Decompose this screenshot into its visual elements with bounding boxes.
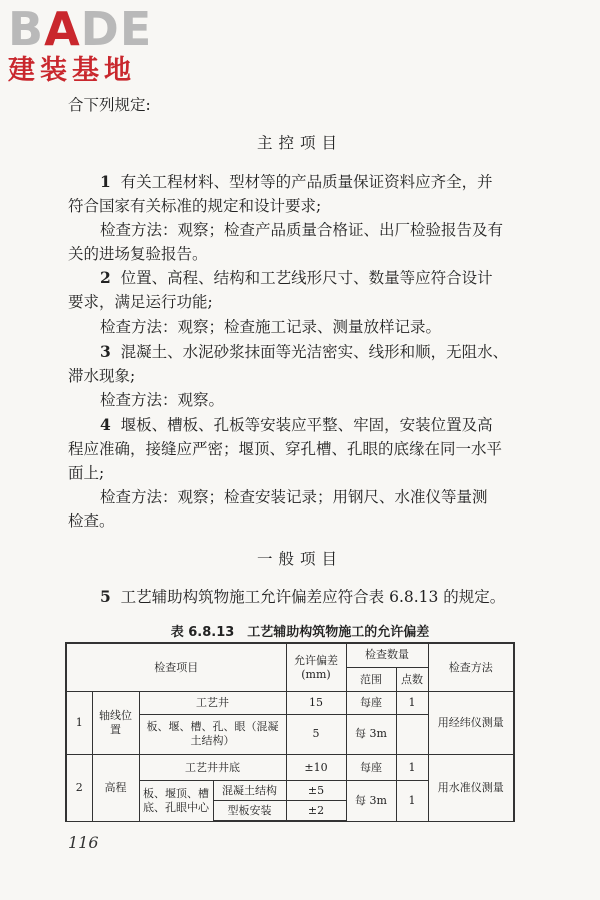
g2-row1-points: 1 xyxy=(396,754,428,781)
g2-row1-range: 每座 xyxy=(346,754,396,781)
intro-text: 合下列规定: xyxy=(68,96,151,114)
g2-row3-label: 型板安装 xyxy=(213,801,286,821)
g2-sub-label: 板、堰顶、槽底、孔眼中心 xyxy=(139,781,213,821)
item-1-method-1: 检查方法：观察；检查产品质量合格证、出厂检验报告及有 xyxy=(100,221,504,239)
item-4-line-3: 面上; xyxy=(68,464,105,482)
item-3-number: 3 xyxy=(100,342,111,361)
item-4-number: 4 xyxy=(100,415,111,434)
item-4-line-2: 程应准确，接缝应严密；堰顶、穿孔槽、孔眼的底缘在同一水平 xyxy=(68,440,503,458)
item-5-line: 5 工艺辅助构筑物施工允许偏差应符合表 6.8.13 的规定。 xyxy=(100,587,506,606)
g1-row1-label: 工艺井 xyxy=(139,692,286,714)
item-2-method-1: 检查方法：观察；检查施工记录、测量放样记录。 xyxy=(100,318,442,336)
item-2-line-1: 2 位置、高程、结构和工艺线形尺寸、数量等应符合设计 xyxy=(100,268,493,287)
header-tolerance: 允许偏差 (mm) xyxy=(286,643,346,692)
g2-row3-tolerance: ±2 xyxy=(286,801,346,821)
item-1-line-2: 符合国家有关标准的规定和设计要求; xyxy=(68,197,322,215)
header-quantity: 检查数量 xyxy=(346,643,428,667)
row-no-2: 2 xyxy=(66,754,92,821)
g1-row1-range: 每座 xyxy=(346,692,396,714)
header-range: 范围 xyxy=(346,667,396,691)
item-3-method-1: 检查方法：观察。 xyxy=(100,391,225,409)
table-caption: 表 6.8.13 工艺辅助构筑物施工的允许偏差 xyxy=(170,625,430,640)
group-1-name: 轴线位置 xyxy=(92,692,139,754)
section-heading-general: 一般项目 xyxy=(256,550,343,568)
header-check-item: 检查项目 xyxy=(66,643,286,692)
item-4-line-1: 4 堰板、槽板、孔板等安装应平整、牢固，安装位置及高 xyxy=(100,415,493,434)
item-4-method-1: 检查方法：观察；检查安装记录；用钢尺、水准仪等量测 xyxy=(100,488,488,506)
tolerance-table xyxy=(65,642,515,822)
g2-method: 用水准仪测量 xyxy=(428,754,514,821)
g1-row2-points xyxy=(396,714,428,754)
header-method: 检查方法 xyxy=(428,643,514,692)
g2-row1-tolerance: ±10 xyxy=(286,754,346,781)
item-3-line-2: 滞水现象; xyxy=(68,367,136,385)
g1-method: 用经纬仪测量 xyxy=(428,692,514,754)
g1-row1-tolerance: 15 xyxy=(286,692,346,714)
section-heading-main: 主控项目 xyxy=(256,134,343,152)
g2-row2-tolerance: ±5 xyxy=(286,781,346,801)
page-number: 116 xyxy=(68,833,99,852)
item-1-method-2: 关的进场复验报告。 xyxy=(68,245,208,263)
g2-row2-label: 混凝土结构 xyxy=(213,781,286,801)
g1-row1-points: 1 xyxy=(396,692,428,714)
row-no-1: 1 xyxy=(66,692,92,754)
item-1-line-1: 1 有关工程材料、型材等的产品质量保证资料应齐全，并 xyxy=(100,172,493,191)
g2-points-shared: 1 xyxy=(396,781,428,821)
g2-range-shared: 每 3m xyxy=(346,781,396,821)
item-1-number: 1 xyxy=(100,172,111,191)
logo-subtitle: 建装基地 xyxy=(8,55,136,86)
g1-row2-label: 板、堰、槽、孔、眼（混凝土结构） xyxy=(139,714,286,754)
header-points: 点数 xyxy=(396,667,428,691)
item-4-method-2: 检查。 xyxy=(68,512,115,530)
item-2-line-2: 要求，满足运行功能; xyxy=(68,293,213,311)
item-3-line-1: 3 混凝土、水泥砂浆抹面等光洁密实、线形和顺，无阻水、 xyxy=(100,342,509,361)
g1-row2-range: 每 3m xyxy=(346,714,396,754)
item-5-number: 5 xyxy=(100,587,111,606)
brand-logo xyxy=(8,2,183,96)
g1-row2-tolerance: 5 xyxy=(286,714,346,754)
g2-row1-label: 工艺井井底 xyxy=(139,754,286,781)
item-2-number: 2 xyxy=(100,268,111,287)
logo-brand: BADE xyxy=(8,2,153,56)
group-2-name: 高程 xyxy=(92,754,139,821)
